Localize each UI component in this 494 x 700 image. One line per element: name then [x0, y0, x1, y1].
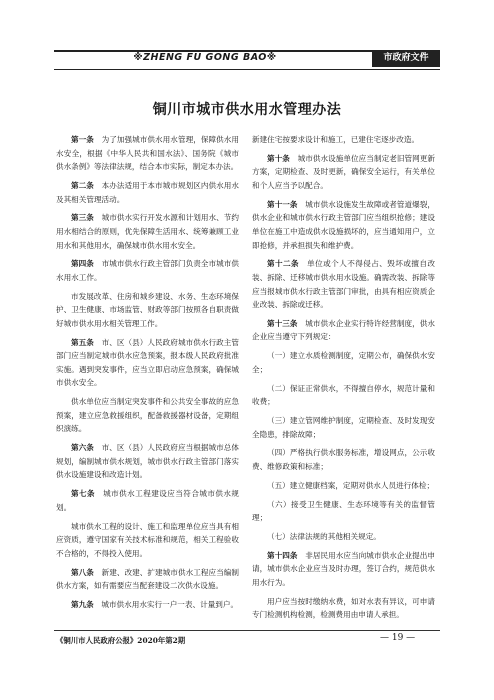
- article-number: 第九条: [71, 599, 102, 609]
- article-text: 供水单位应当制定突发事件和公共安全事故的应急预案，建立应急救援组织，配备救援器材设备，定期组织演练。: [56, 397, 239, 434]
- article-number: 第一条: [71, 135, 102, 144]
- article-text: 城市供水设施单位应当制定老旧管网更新方案，定期检查、及时更新，确保安全运行，有关单位和个人应当予以配合。: [252, 153, 436, 190]
- right-text-column: [252, 133, 435, 627]
- article-text: 单位或个人不得侵占、毁坏或擅自改装、拆除、迁移城市供水用水设施。确需改装、拆除等应当报城市供水行政主管部门审批，由具有相应资质企业改装、拆除或迁移。: [252, 259, 436, 310]
- article-text: 本办法适用于本市城市规划区内供水用水及其相关管理活动。: [56, 180, 240, 204]
- left-text-column: [56, 133, 239, 617]
- article-paragraph: [252, 198, 435, 252]
- footer-publication-issue: 《铜川市人民政府公报》2020年第2期: [56, 636, 186, 645]
- article-paragraph: [56, 133, 239, 174]
- article-text: 城市供水企业实行特许经营制度，供水企业应当遵守下列规定：: [252, 318, 436, 342]
- article-number: 第二条: [71, 180, 102, 190]
- article-paragraph: [56, 520, 239, 561]
- article-paragraph: [252, 498, 435, 525]
- article-paragraph: [252, 414, 435, 441]
- article-text: 城市供水工程建设应当符合城市供水规划。: [56, 489, 240, 512]
- article-paragraph: [252, 317, 435, 344]
- article-text: 城市供水工程的设计、施工和监理单位应当具有相应资质，遵守国家有关技术标准和规范，相关工程验收不合格的，不得投入使用。: [56, 521, 239, 558]
- article-number: 第五条: [71, 337, 102, 347]
- article-paragraph: [56, 257, 239, 284]
- article-text: 城市供水用水实行一户一表、计量到户。: [101, 599, 239, 609]
- article-text: （三）建立管网维护制度，定期检查、及时发现安全隐患，排除故障；: [252, 416, 435, 439]
- article-text: 为了加强城市供水用水管理，保障供水用水安全，根据《中华人民共和国水法》、国务院《城市供水条例》等法律法规，结合本市实际，制定本办法。: [56, 135, 240, 172]
- article-paragraph: [252, 479, 435, 493]
- article-number: 第十二条: [267, 259, 308, 269]
- article-text: （六）接受卫生健康、生态环境等有关的监督管理；: [252, 499, 435, 523]
- publication-name: ※ZHENG FU GONG BAO※: [133, 52, 277, 63]
- page-number: — 19 —: [380, 633, 416, 643]
- article-paragraph: [252, 152, 435, 193]
- article-paragraph: [56, 441, 239, 482]
- article-text: 用户应当按时缴纳水费，如对水表有异议，可申请专门检测机构检测，检测费用由申请人承担。: [252, 596, 435, 620]
- article-number: 第四条: [71, 259, 102, 269]
- article-paragraph: [56, 598, 239, 612]
- article-paragraph: [56, 179, 239, 206]
- article-text: 新建、改建、扩建城市供水工程应当编制供水方案，如有需要应当配套建设二次供水设施。: [56, 567, 240, 591]
- article-paragraph: [252, 257, 435, 311]
- article-paragraph: [252, 133, 435, 147]
- article-text: 城市供水实行开发水源和计划用水、节约用水相结合的原则，优先保障生活用水、统筹兼顾工业用水和其他用水，确保城市供水用水安全。: [56, 213, 240, 250]
- article-text: 新建住宅按要求设计和施工，已建住宅逐步改造。: [252, 135, 420, 144]
- footer-rule: [54, 630, 440, 631]
- article-text: （四）严格执行供水服务标准，增设网点，公示收费、维修政策和标准；: [252, 448, 435, 471]
- section-badge: 市政府文件: [372, 50, 440, 67]
- article-text: 非居民用水应当向城市供水企业提出申请，城市供水企业应当及时办理，签订合约，规范供水用水行为。: [252, 550, 436, 587]
- article-number: 第十条: [267, 153, 298, 163]
- article-paragraph: [56, 566, 239, 593]
- article-number: 第六条: [71, 443, 102, 453]
- article-number: 第十一条: [267, 199, 306, 209]
- article-paragraph: [56, 336, 239, 390]
- document-title: 铜川市城市供水用水管理办法: [152, 102, 342, 118]
- article-paragraph: [252, 382, 435, 409]
- article-paragraph: [252, 349, 435, 376]
- article-number: 第十三条: [267, 318, 306, 328]
- article-text: （二）保证正常供水，不得擅自停水，规范计量和收费；: [252, 383, 435, 407]
- article-paragraph: [56, 487, 239, 514]
- article-text: 市、区（县）人民政府城市供水行政主管部门应当制定城市供水应急预案，报本级人民政府批准实施。遇到突发事件，应当立即启动应急预案，确保城市供水安全。: [56, 337, 240, 388]
- article-number: 第八条: [71, 567, 102, 577]
- article-paragraph: [252, 530, 435, 544]
- article-text: 市发展改革、住房和城乡建设、水务、生态环境保护、卫生健康、市场监管、财政等部门按照各自职责做好城市供水用水相关管理工作。: [56, 291, 239, 328]
- article-text: 市城市供水行政主管部门负责全市城市供水用水工作。: [56, 259, 240, 282]
- article-number: 第十四条: [267, 550, 306, 560]
- article-text: （七）法律法规的其他相关规定。: [267, 531, 381, 541]
- article-paragraph: [252, 549, 435, 590]
- article-text: （一）建立水质检测制度，定期公布，确保供水安全；: [252, 351, 435, 374]
- article-number: 第三条: [71, 213, 102, 223]
- article-number: 第七条: [71, 489, 104, 499]
- article-paragraph: [56, 211, 239, 252]
- article-paragraph: [56, 395, 239, 436]
- article-paragraph: [252, 595, 435, 622]
- article-text: 市、区（县）人民政府应当根据城市总体规划，编制城市供水规划，城市供水行政主管部门落实供水设施建设和改造计划。: [56, 443, 240, 480]
- article-text: （五）建立健康档案，定期对供水人员进行体检；: [267, 480, 435, 490]
- article-paragraph: [252, 446, 435, 473]
- article-paragraph: [56, 290, 239, 331]
- article-text: 城市供水设施发生故障或者管道爆裂，供水企业和城市供水行政主管部门应当组织抢修；建设单位在施工中造成供水设施损坏的，应当通知用户，立即抢修，并承担损失和维护费。: [252, 199, 436, 250]
